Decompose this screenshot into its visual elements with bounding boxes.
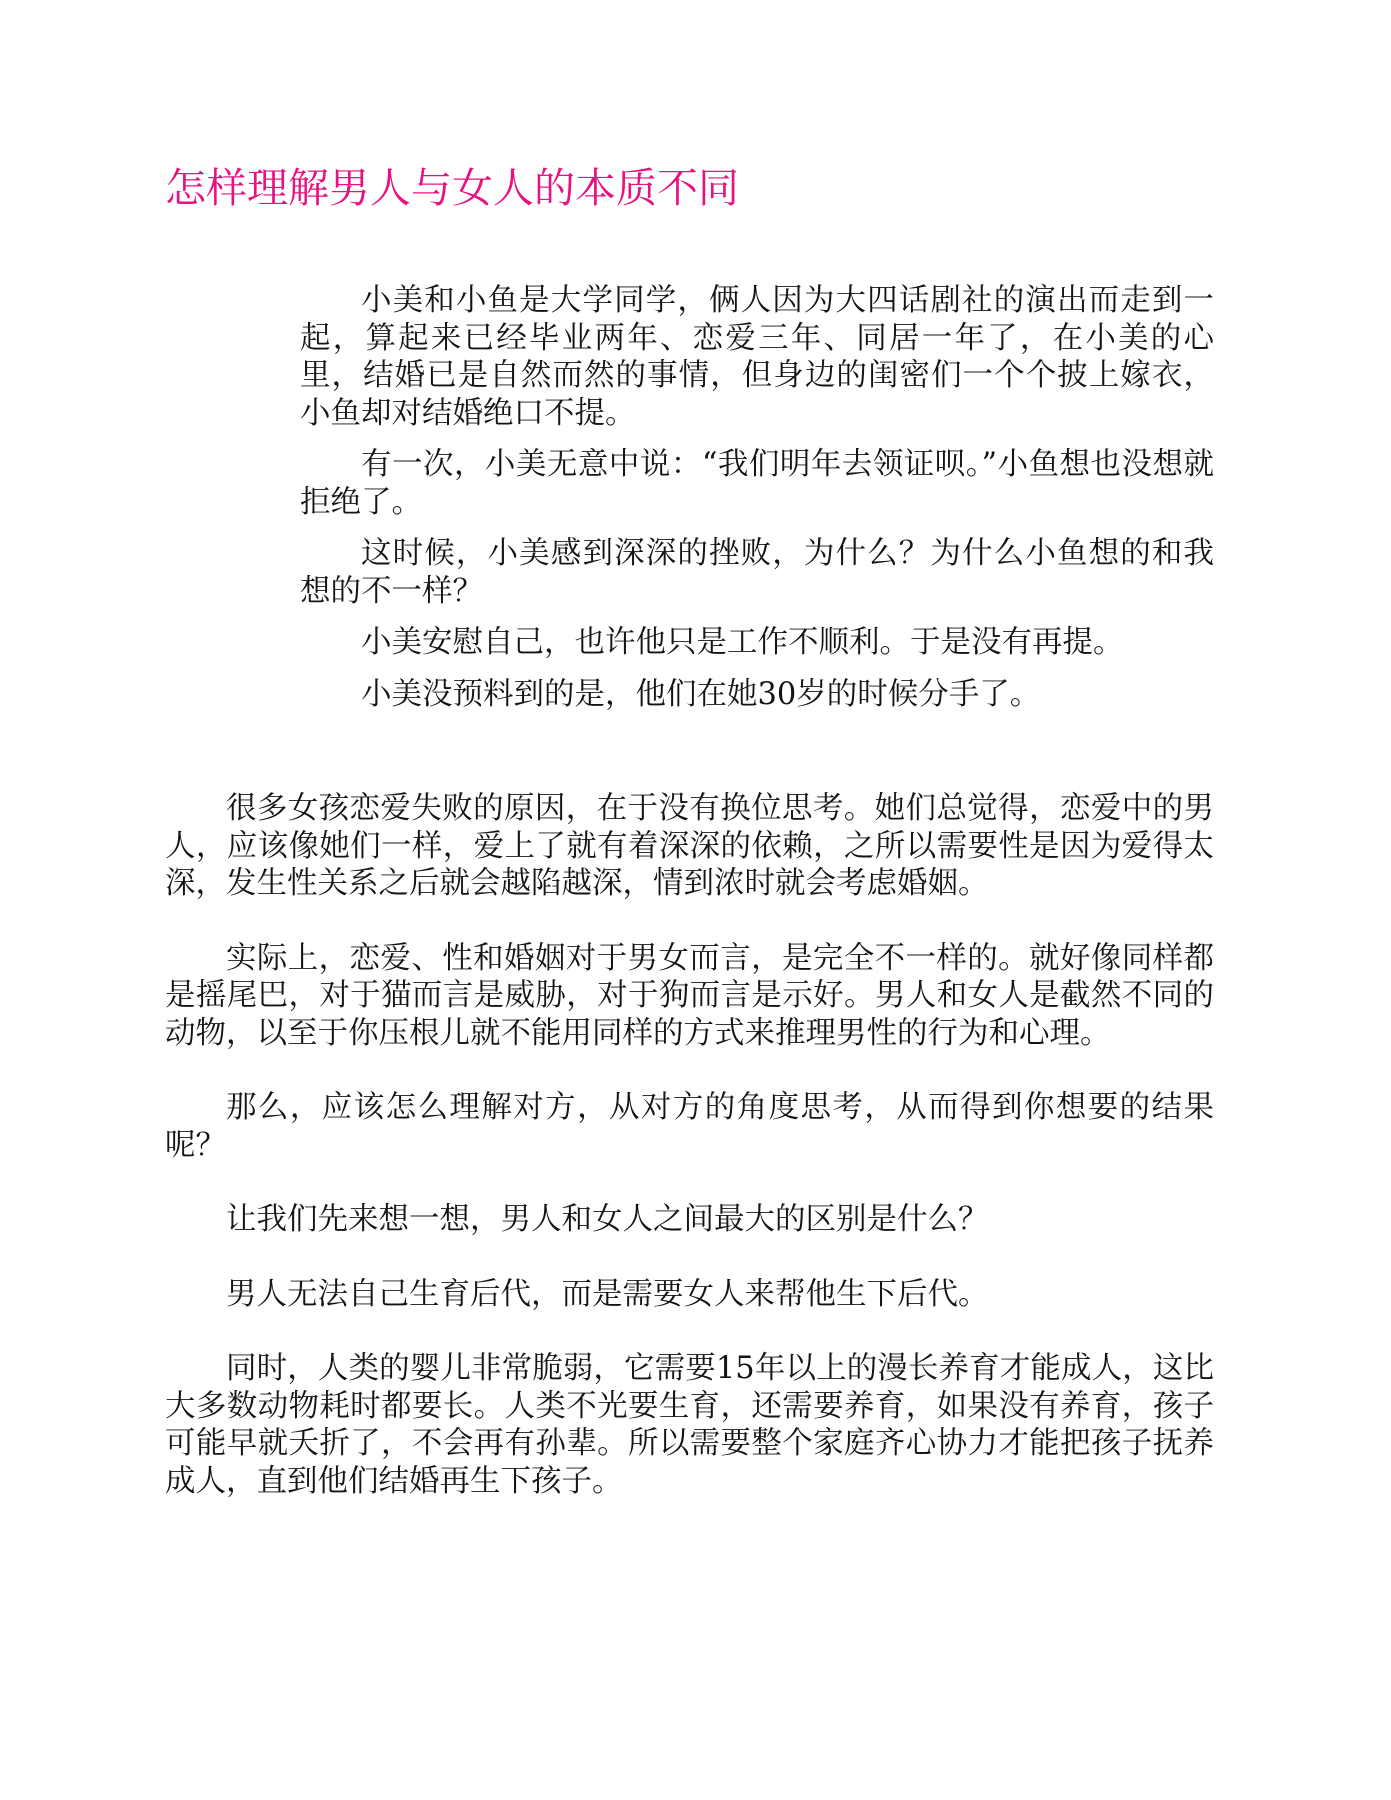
body-paragraph: 同时，人类的婴儿非常脆弱，它需要15年以上的漫长养育才能成人，这比大多数动物耗时都要长。人类不光要生育，还需要养育，如果没有养育，孩子可能早就夭折了，不会再有孙辈。所以需要整个家庭齐心协力才能把孩子抚养成人，直到他们结婚再生下孩子。 — [165, 1351, 1214, 1499]
body-paragraph: 那么，应该怎么理解对方，从对方的角度思考，从而得到你想要的结果呢？ — [165, 1090, 1214, 1163]
story-paragraph: 有一次，小美无意中说：“我们明年去领证呗。”小鱼想也没想就拒绝了。 — [300, 447, 1214, 520]
body-paragraph: 很多女孩恋爱失败的原因，在于没有换位思考。她们总觉得，恋爱中的男人，应该像她们一样，爱上了就有着深深的依赖，之所以需要性是因为爱得太深，发生性关系之后就会越陷越深，情到浓时就会考虑婚姻。 — [165, 791, 1214, 901]
story-paragraph: 小美和小鱼是大学同学，俩人因为大四话剧社的演出而走到一起，算起来已经毕业两年、恋爱三年、同居一年了，在小美的心里，结婚已是自然而然的事情，但身边的闺密们一个个披上嫁衣，小鱼却对结婚绝口不提。 — [300, 283, 1214, 431]
story-paragraph: 这时候，小美感到深深的挫败，为什么？为什么小鱼想的和我想的不一样？ — [300, 536, 1214, 609]
body-paragraph: 让我们先来想一想，男人和女人之间最大的区别是什么？ — [226, 1202, 989, 1237]
story-paragraph: 小美没预料到的是，他们在她30岁的时候分手了。 — [361, 676, 1041, 712]
page-title: 怎样理解男人与女人的本质不同 — [165, 164, 739, 212]
body-paragraph: 男人无法自己生育后代，而是需要女人来帮他生下后代。 — [226, 1276, 989, 1312]
story-paragraph: 小美安慰自己，也许他只是工作不顺利。于是没有再提。 — [361, 625, 1124, 660]
body-paragraph: 实际上，恋爱、性和婚姻对于男女而言，是完全不一样的。就好像同样都是摇尾巴，对于猫而言是威胁，对于狗而言是示好。男人和女人是截然不同的动物，以至于你压根儿就不能用同样的方式来推理男性的行为和心理。 — [165, 940, 1214, 1051]
body-text — [165, 790, 1214, 1537]
story-block — [300, 282, 1214, 727]
